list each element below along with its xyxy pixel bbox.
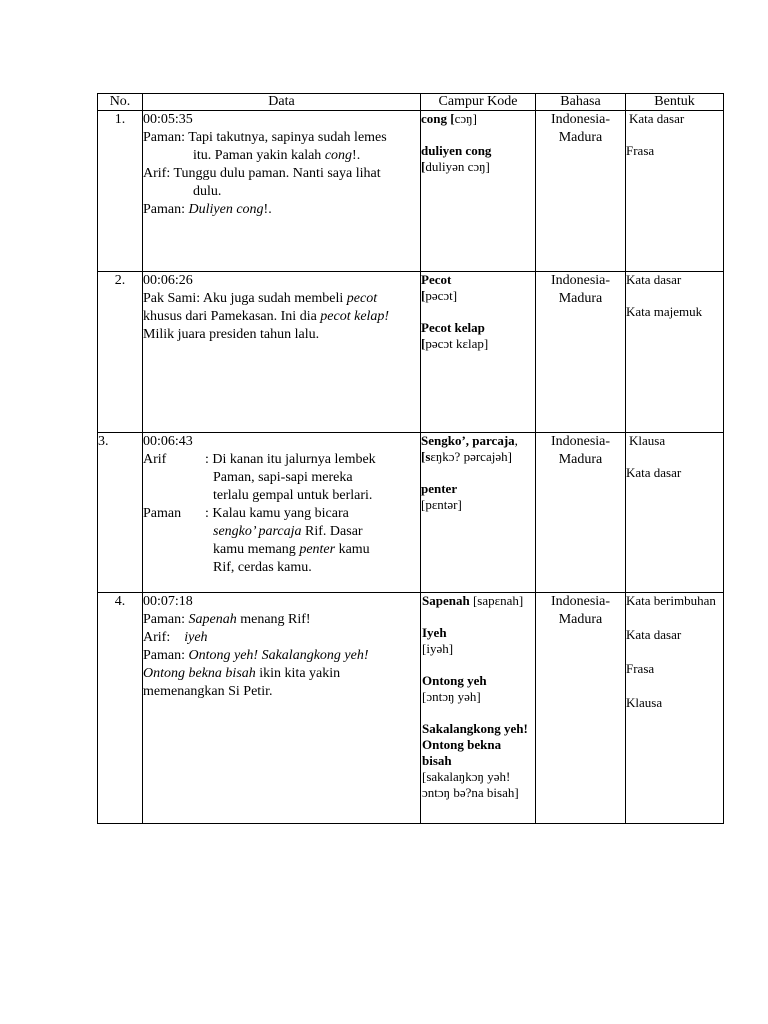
table-row [98, 433, 724, 593]
dialogue-line: Paman: Tapi takutnya, sapinya sudah lemes [143, 130, 387, 145]
dialogue-line: kamu memang penter kamu [213, 542, 370, 557]
dialogue-line: Milik juara presiden tahun lalu. [143, 327, 320, 342]
dialogue-line: Paman: Ontong yeh! Sakalangkong yeh! [143, 648, 369, 663]
dialogue-line: memenangkan Si Petir. [143, 684, 273, 699]
dialogue-line: Paman : Kalau kamu yang bicara [143, 506, 349, 521]
dialogue-line: khusus dari Pamekasan. Ini dia pecot kelap! [143, 309, 390, 324]
dialogue-line: sengko’ parcaja Rif. Dasar [213, 524, 363, 539]
dialogue-line: Arif: iyeh [143, 630, 208, 645]
table-row [98, 272, 724, 433]
kode-phonetic: [iyəh] [422, 641, 454, 656]
dialogue-line: dulu. [193, 184, 222, 199]
kode-term: cong [cɔŋ] [421, 111, 477, 126]
bentuk-cell: Kata berimbuhan Kata dasar Frasa Klausa [626, 593, 724, 824]
header-data: Data [143, 94, 421, 111]
campur-kode-cell [421, 593, 536, 824]
bentuk-cell: Klausa Kata dasar [626, 433, 724, 593]
kode-term: Sakalangkong yeh! [422, 721, 528, 736]
timestamp: 00:07:18 [143, 594, 193, 609]
timestamp: 00:06:26 [143, 273, 193, 288]
dialogue-line: Rif, cerdas kamu. [213, 560, 312, 575]
bahasa-cell: Indonesia- Madura [536, 433, 626, 593]
dialogue-line: terlalu gempal untuk berlari. [213, 488, 373, 503]
kode-phonetic: [ɔntɔŋ yəh] [422, 689, 481, 704]
bahasa-cell: Indonesia- Madura [536, 593, 626, 824]
header-bahasa: Bahasa [536, 94, 626, 111]
kode-term: penter [421, 481, 458, 496]
kode-phonetic: [sakalaŋkɔŋ yəh! [422, 769, 511, 784]
kode-phonetic: [pəcɔt] [421, 288, 458, 303]
row-number: 3. [98, 433, 143, 593]
kode-term: Sapenah [sapɛnah] [422, 593, 524, 608]
data-cell [143, 111, 421, 272]
dialogue-line: Ontong bekna bisah ikin kita yakin [143, 666, 341, 681]
campur-kode-cell [421, 433, 536, 593]
dialogue-line: Paman: Sapenah menang Rif! [143, 612, 311, 627]
bentuk-cell: Kata dasar Kata majemuk [626, 272, 724, 433]
bahasa-cell: Indonesia- Madura [536, 111, 626, 272]
data-cell [143, 272, 421, 433]
kode-term: Ontong yeh [422, 673, 487, 688]
table-row [98, 111, 724, 272]
row-number: 4. [98, 593, 143, 824]
bentuk-cell: Kata dasar Frasa [626, 111, 724, 272]
kode-term: Pecot kelap [421, 320, 485, 335]
kode-phonetic: [pəcɔt kɛlap] [421, 336, 489, 351]
row-number: 1. [98, 111, 143, 272]
row-number: 2. [98, 272, 143, 433]
kode-term: Iyeh [422, 625, 447, 640]
dialogue-line: Arif: Tunggu dulu paman. Nanti saya lihat [143, 166, 381, 181]
header-bentuk: Bentuk [626, 94, 724, 111]
campur-kode-cell [421, 272, 536, 433]
timestamp: 00:06:43 [143, 434, 193, 449]
campur-kode-cell [421, 111, 536, 272]
data-cell [143, 433, 421, 593]
kode-phonetic: [duliyən cɔŋ] [421, 159, 490, 174]
kode-phonetic: ɔntɔŋ bə?na bisah] [422, 785, 519, 800]
dialogue-line: Arif : Di kanan itu jalurnya lembek [143, 452, 376, 467]
header-campur-kode: Campur Kode [421, 94, 536, 111]
analysis-table [97, 93, 724, 824]
table-row [98, 593, 724, 824]
dialogue-line: Paman: Duliyen cong!. [143, 202, 272, 217]
dialogue-line: itu. Paman yakin kalah cong!. [193, 148, 361, 163]
header-no: No. [98, 94, 143, 111]
kode-term: bisah [422, 753, 452, 768]
timestamp: 00:05:35 [143, 112, 193, 127]
kode-term: Sengko’, parcaja, [421, 433, 518, 448]
header-row [98, 94, 724, 111]
kode-term: duliyen cong [421, 143, 492, 158]
dialogue-line: Paman, sapi-sapi mereka [213, 470, 353, 485]
data-cell [143, 593, 421, 824]
kode-phonetic: [pɛntər] [421, 497, 462, 512]
bahasa-cell: Indonesia- Madura [536, 272, 626, 433]
kode-term: Ontong bekna [422, 737, 502, 752]
kode-term: Pecot [421, 272, 452, 287]
kode-phonetic: [sɛŋkɔ? pərcajəh] [421, 449, 512, 464]
dialogue-line: Pak Sami: Aku juga sudah membeli pecot [143, 291, 378, 306]
